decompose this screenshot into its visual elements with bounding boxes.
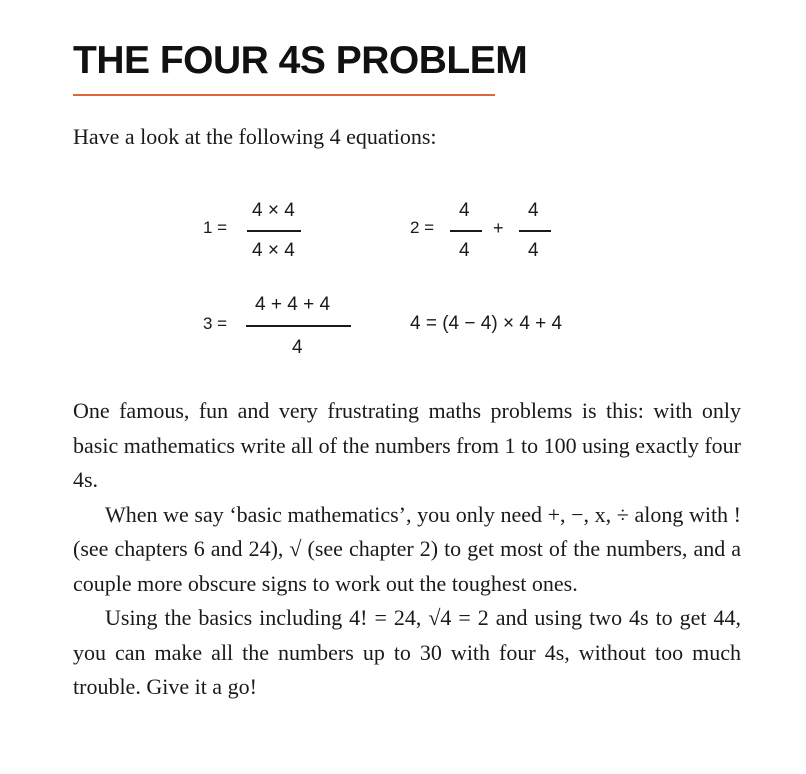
- equation-2-plus: +: [493, 218, 504, 238]
- equation-2-lhs: 2 =: [410, 218, 435, 237]
- paragraph-1: One famous, fun and very frustrating maths problems is this: with only basic mathematics write all of the numbers from 1 to 100 using exactly four 4s.: [73, 398, 741, 492]
- equation-4-text: 4 = (4 − 4) × 4 + 4: [410, 313, 563, 334]
- equation-2-fraction-bar-2: [519, 230, 551, 232]
- equation-3-denominator: 4: [292, 337, 303, 358]
- equation-3-numerator: 4 + 4 + 4: [255, 294, 331, 315]
- equation-3-lhs: 3 =: [203, 314, 228, 333]
- equation-1-denominator: 4 × 4: [252, 240, 295, 261]
- equation-2-numerator-1: 4: [459, 200, 470, 221]
- intro-text: Have a look at the following 4 equations:: [73, 124, 437, 149]
- paragraph-3: Using the basics including 4! = 24, √4 = 2 and using two 4s to get 44, you can make all the numbers up to 30 with four 4s, without too much trouble. Give it a go!: [73, 605, 741, 699]
- equation-2-denominator-1: 4: [459, 240, 470, 261]
- equation-2-fraction-bar-1: [450, 230, 482, 232]
- equation-2-numerator-2: 4: [528, 200, 539, 221]
- equation-2-denominator-2: 4: [528, 240, 539, 261]
- paragraph-2: When we say ‘basic mathematics’, you only need +, −, x, ÷ along with ! (see chapters 6 and 24), √ (see chapter 2) to get most of the numbers, and a couple more obscure signs to work out the toughest ones.: [73, 501, 741, 596]
- body-text: [73, 394, 741, 705]
- equation-1-lhs: 1 =: [203, 218, 228, 237]
- equation-1-numerator: 4 × 4: [252, 200, 295, 221]
- equation-3-fraction-bar: [246, 325, 351, 327]
- equation-1-fraction-bar: [247, 230, 301, 232]
- title-underline: [73, 94, 495, 96]
- page-title: THE FOUR 4S PROBLEM: [73, 39, 528, 82]
